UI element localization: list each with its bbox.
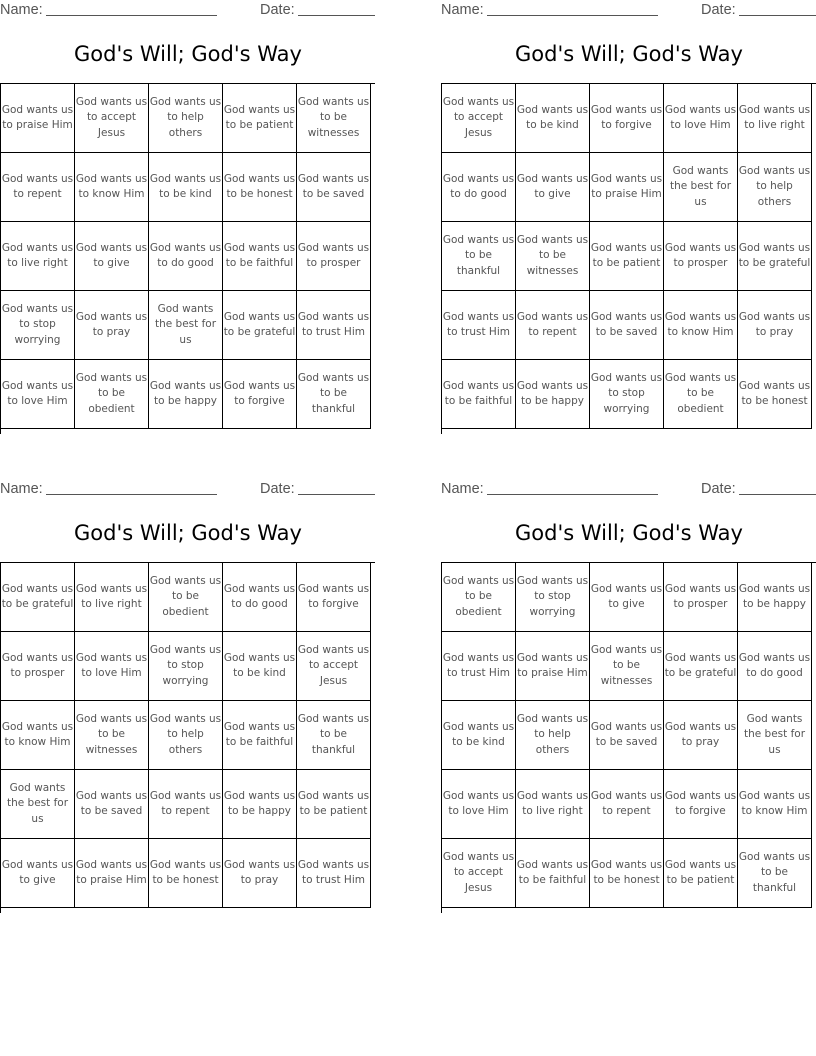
bingo-cell[interactable] [442, 839, 516, 908]
bingo-cell-text: God wants us to be happy [149, 379, 222, 407]
bingo-cell[interactable] [516, 360, 590, 429]
name-label: Name: [0, 481, 43, 497]
bingo-cell-text: God wants us to live right [1, 241, 74, 269]
bingo-cell-text: God wants us to be saved [297, 172, 370, 200]
bingo-cell[interactable] [738, 701, 812, 770]
bingo-cell[interactable] [516, 291, 590, 360]
bingo-cell[interactable] [1, 770, 75, 839]
bingo-cell-text: God wants us to praise Him [516, 651, 589, 679]
name-date-row [441, 481, 816, 499]
bingo-cell[interactable] [297, 839, 371, 908]
bingo-cell-text: God wants us to accept Jesus [297, 643, 370, 687]
bingo-cell[interactable] [664, 360, 738, 429]
name-label: Name: [0, 2, 43, 18]
bingo-cell[interactable] [516, 839, 590, 908]
date-label: Date: [701, 481, 736, 497]
bingo-cell[interactable] [297, 701, 371, 770]
bingo-cell-text: God wants us to be happy [738, 582, 811, 610]
bingo-cell-text: God wants us to be honest [149, 858, 222, 886]
bingo-cell-text: God wants us to know Him [1, 720, 74, 748]
bingo-cell[interactable] [1, 701, 75, 770]
bingo-cell[interactable] [442, 701, 516, 770]
name-line [46, 15, 217, 16]
bingo-cell[interactable] [516, 153, 590, 222]
bingo-cell-text: God wants us to be honest [590, 858, 663, 886]
date-label: Date: [701, 2, 736, 18]
bingo-cell[interactable] [297, 291, 371, 360]
bingo-cell[interactable] [738, 632, 812, 701]
bingo-cell[interactable] [223, 360, 297, 429]
name-field[interactable] [0, 2, 217, 18]
bingo-cell[interactable] [149, 563, 223, 632]
bingo-cell[interactable] [1, 84, 75, 153]
bingo-cell-text: God wants us to forgive [590, 103, 663, 131]
bingo-cell-text: God wants us to be patient [664, 858, 737, 886]
bingo-cell[interactable] [149, 770, 223, 839]
bingo-cell[interactable] [664, 153, 738, 222]
bingo-cell-text: God wants us to be kind [149, 172, 222, 200]
bingo-cell[interactable] [297, 222, 371, 291]
bingo-cell[interactable] [297, 153, 371, 222]
bingo-cell-text: God wants us to accept Jesus [442, 95, 515, 139]
bingo-cell-text: God wants us to accept Jesus [75, 95, 148, 139]
bingo-cell-text: God wants us to be saved [75, 789, 148, 817]
bingo-cell-text: God wants us to give [1, 858, 74, 886]
name-date-row [441, 2, 816, 20]
date-line [298, 15, 375, 16]
bingo-cell[interactable] [664, 563, 738, 632]
bingo-cell[interactable] [223, 701, 297, 770]
date-line [739, 494, 816, 495]
bingo-cell[interactable] [442, 360, 516, 429]
bingo-cell[interactable] [516, 632, 590, 701]
bingo-cell-text: God wants us to be obedient [149, 574, 222, 618]
bingo-grid [441, 562, 816, 913]
bingo-cell[interactable] [664, 632, 738, 701]
bingo-cell-text: God wants us to love Him [75, 651, 148, 679]
date-field[interactable] [260, 2, 375, 18]
bingo-cell-text: God wants us to be witnesses [516, 233, 589, 277]
bingo-cell-text: God wants us to give [590, 582, 663, 610]
bingo-cell[interactable] [1, 563, 75, 632]
bingo-cell[interactable] [664, 222, 738, 291]
bingo-cell[interactable] [149, 839, 223, 908]
bingo-cell[interactable] [590, 222, 664, 291]
bingo-cell-text: God wants us to stop worrying [149, 643, 222, 687]
bingo-cell[interactable] [590, 563, 664, 632]
bingo-cell[interactable] [664, 701, 738, 770]
bingo-cell-text: God wants us to pray [223, 858, 296, 886]
bingo-cell[interactable] [75, 222, 149, 291]
bingo-cell-text: God wants us to know Him [738, 789, 811, 817]
card-title: God's Will; God's Way [74, 42, 302, 66]
bingo-cell[interactable] [664, 770, 738, 839]
bingo-cell-text: God wants us to be grateful [223, 310, 296, 338]
bingo-cell-text: God wants us to accept Jesus [442, 850, 515, 894]
bingo-cell-text: God wants us to be faithful [516, 858, 589, 886]
bingo-cell-text: God wants us to repent [516, 310, 589, 338]
bingo-cell[interactable] [590, 701, 664, 770]
bingo-cell[interactable] [75, 770, 149, 839]
bingo-cell-text: God wants us to be thankful [442, 233, 515, 277]
bingo-cell[interactable] [590, 291, 664, 360]
bingo-cell[interactable] [75, 84, 149, 153]
bingo-cell-text: God wants us to be patient [223, 103, 296, 131]
bingo-cell[interactable] [664, 839, 738, 908]
bingo-cell[interactable] [75, 153, 149, 222]
bingo-cell-text: God wants us to live right [75, 582, 148, 610]
date-field[interactable] [701, 2, 816, 18]
bingo-cell[interactable] [516, 563, 590, 632]
bingo-cell-text: God wants us to trust Him [297, 310, 370, 338]
bingo-cell[interactable] [664, 84, 738, 153]
name-field[interactable] [441, 481, 658, 497]
bingo-cell[interactable] [149, 360, 223, 429]
name-line [46, 494, 217, 495]
bingo-cell-text: God wants us to forgive [664, 789, 737, 817]
bingo-cell[interactable] [738, 360, 812, 429]
bingo-cell-text: God wants us to be happy [516, 379, 589, 407]
bingo-cell-text: God wants us to repent [1, 172, 74, 200]
bingo-cell-text: God wants us to trust Him [297, 858, 370, 886]
bingo-cell[interactable] [516, 770, 590, 839]
bingo-cell-text: God wants us to praise Him [590, 172, 663, 200]
bingo-cell[interactable] [297, 84, 371, 153]
bingo-cell[interactable] [297, 360, 371, 429]
bingo-cell-text: God wants us to prosper [664, 582, 737, 610]
bingo-cell-text: God wants us to be honest [738, 379, 811, 407]
name-field[interactable] [441, 2, 658, 18]
bingo-cell-text: God wants us to prosper [664, 241, 737, 269]
name-label: Name: [441, 481, 484, 497]
bingo-cell[interactable] [1, 839, 75, 908]
bingo-cell[interactable] [297, 632, 371, 701]
bingo-cell-text: God wants us to be witnesses [297, 95, 370, 139]
bingo-cell-text: God wants us to be thankful [738, 850, 811, 894]
name-date-row [0, 2, 376, 20]
bingo-cell-text: God wants us to give [75, 241, 148, 269]
date-field[interactable] [701, 481, 816, 497]
bingo-cell-text: God wants us to be faithful [442, 379, 515, 407]
bingo-cell[interactable] [442, 632, 516, 701]
bingo-cell-text: God wants us to pray [664, 720, 737, 748]
bingo-cell-text: God wants us to love Him [1, 379, 74, 407]
bingo-cell-text: God wants us to be kind [442, 720, 515, 748]
bingo-cell-text: God wants us to do good [149, 241, 222, 269]
bingo-cell-text: God wants the best for us [6, 781, 69, 825]
bingo-cell-text: God wants us to be thankful [297, 371, 370, 415]
bingo-cell[interactable] [590, 632, 664, 701]
bingo-cell[interactable] [590, 153, 664, 222]
bingo-cell-text: God wants us to live right [516, 789, 589, 817]
bingo-cell-text: God wants us to forgive [297, 582, 370, 610]
bingo-cell-text: God wants us to be kind [516, 103, 589, 131]
date-label: Date: [260, 481, 295, 497]
bingo-cell[interactable] [149, 84, 223, 153]
bingo-cell[interactable] [442, 153, 516, 222]
bingo-cell[interactable] [590, 84, 664, 153]
bingo-cell[interactable] [738, 153, 812, 222]
bingo-cell-text: God wants us to give [516, 172, 589, 200]
bingo-cell[interactable] [223, 291, 297, 360]
bingo-cell[interactable] [1, 291, 75, 360]
bingo-cell-text: God wants us to pray [75, 310, 148, 338]
bingo-cell[interactable] [738, 563, 812, 632]
bingo-cell-text: God wants us to be grateful [1, 582, 74, 610]
bingo-cell-text: God wants us to trust Him [442, 651, 515, 679]
bingo-cell-text: God wants us to be faithful [223, 241, 296, 269]
date-line [298, 494, 375, 495]
bingo-grid [441, 83, 816, 434]
bingo-cell[interactable] [223, 839, 297, 908]
bingo-cell[interactable] [516, 222, 590, 291]
bingo-cell-text: God wants us to praise Him [75, 858, 148, 886]
bingo-cell[interactable] [590, 770, 664, 839]
bingo-cell-text: God wants us to be saved [590, 310, 663, 338]
bingo-cell[interactable] [442, 222, 516, 291]
card-title: God's Will; God's Way [515, 42, 743, 66]
bingo-cell-text: God wants us to be obedient [664, 371, 737, 415]
bingo-cell[interactable] [75, 360, 149, 429]
bingo-cell[interactable] [75, 632, 149, 701]
bingo-cell[interactable] [1, 360, 75, 429]
bingo-cell[interactable] [75, 839, 149, 908]
bingo-cell-text: God wants us to be happy [223, 789, 296, 817]
bingo-cell[interactable] [149, 153, 223, 222]
bingo-cell[interactable] [442, 770, 516, 839]
bingo-cell-text: God wants us to trust Him [442, 310, 515, 338]
name-field[interactable] [0, 481, 217, 497]
date-line [739, 15, 816, 16]
bingo-cell-text: God wants us to do good [223, 582, 296, 610]
bingo-cell-text: God wants us to be obedient [75, 371, 148, 415]
bingo-cell[interactable] [149, 291, 223, 360]
bingo-cell[interactable] [75, 291, 149, 360]
bingo-cell-text: God wants us to help others [149, 712, 222, 756]
name-line [487, 15, 658, 16]
bingo-grid [0, 562, 375, 913]
bingo-cell-text: God wants us to help others [738, 164, 811, 208]
bingo-cell[interactable] [223, 153, 297, 222]
bingo-cell[interactable] [590, 839, 664, 908]
bingo-cell[interactable] [442, 84, 516, 153]
bingo-cell[interactable] [75, 563, 149, 632]
bingo-cell-text: God wants us to be kind [223, 651, 296, 679]
bingo-cell[interactable] [297, 770, 371, 839]
bingo-cell-text: God wants us to repent [149, 789, 222, 817]
bingo-cell-text: God wants us to be faithful [223, 720, 296, 748]
name-date-row [0, 481, 376, 499]
bingo-cell-text: God wants us to stop worrying [590, 371, 663, 415]
bingo-cell-text: God wants us to be saved [590, 720, 663, 748]
bingo-cell[interactable] [442, 563, 516, 632]
bingo-cell-text: God wants us to help others [149, 95, 222, 139]
bingo-cell-text: God wants us to pray [738, 310, 811, 338]
bingo-cell-text: God wants us to be patient [297, 789, 370, 817]
bingo-cell-text: God wants us to stop worrying [1, 302, 74, 346]
bingo-cell-text: God wants us to love Him [664, 103, 737, 131]
bingo-cell[interactable] [442, 291, 516, 360]
date-field[interactable] [260, 481, 375, 497]
bingo-cell[interactable] [223, 84, 297, 153]
bingo-cell[interactable] [149, 632, 223, 701]
bingo-cell[interactable] [75, 701, 149, 770]
date-label: Date: [260, 2, 295, 18]
bingo-cell-text: God wants us to be patient [590, 241, 663, 269]
bingo-cell-text: God wants us to be witnesses [590, 643, 663, 687]
bingo-cell[interactable] [738, 839, 812, 908]
bingo-cell-text: God wants us to be grateful [738, 241, 811, 269]
bingo-cell-text: God wants us to be grateful [664, 651, 737, 679]
bingo-cell[interactable] [223, 563, 297, 632]
bingo-cell-text: God wants us to repent [590, 789, 663, 817]
bingo-cell[interactable] [1, 222, 75, 291]
bingo-grid [0, 83, 375, 434]
bingo-cell-text: God wants us to know Him [664, 310, 737, 338]
bingo-cell[interactable] [738, 770, 812, 839]
bingo-cell[interactable] [149, 222, 223, 291]
bingo-cell-text: God wants the best for us [669, 164, 732, 208]
bingo-cell-text: God wants the best for us [743, 712, 806, 756]
name-label: Name: [441, 2, 484, 18]
bingo-cell-text: God wants us to know Him [75, 172, 148, 200]
bingo-cell[interactable] [516, 84, 590, 153]
bingo-cell-text: God wants us to love Him [442, 789, 515, 817]
bingo-cell[interactable] [664, 291, 738, 360]
bingo-cell-text: God wants us to forgive [223, 379, 296, 407]
bingo-cell-text: God wants us to live right [738, 103, 811, 131]
bingo-cell[interactable] [149, 701, 223, 770]
bingo-cell-text: God wants us to prosper [297, 241, 370, 269]
bingo-cell-text: God wants us to be thankful [297, 712, 370, 756]
bingo-cell[interactable] [590, 360, 664, 429]
card-title: God's Will; God's Way [74, 521, 302, 545]
bingo-cell[interactable] [297, 563, 371, 632]
bingo-cell-text: God wants the best for us [154, 302, 217, 346]
card-title: God's Will; God's Way [515, 521, 743, 545]
bingo-cell[interactable] [738, 84, 812, 153]
name-line [487, 494, 658, 495]
bingo-cell[interactable] [516, 701, 590, 770]
bingo-cell-text: God wants us to help others [516, 712, 589, 756]
bingo-cell-text: God wants us to be witnesses [75, 712, 148, 756]
bingo-cell-text: God wants us to do good [442, 172, 515, 200]
bingo-cell-text: God wants us to be honest [223, 172, 296, 200]
bingo-cell-text: God wants us to praise Him [1, 103, 74, 131]
bingo-cell[interactable] [223, 222, 297, 291]
bingo-cell-text: God wants us to prosper [1, 651, 74, 679]
bingo-cell[interactable] [1, 632, 75, 701]
bingo-cell-text: God wants us to stop worrying [516, 574, 589, 618]
bingo-cell[interactable] [223, 632, 297, 701]
bingo-cell[interactable] [738, 222, 812, 291]
bingo-cell[interactable] [738, 291, 812, 360]
bingo-cell-text: God wants us to do good [738, 651, 811, 679]
bingo-cell[interactable] [223, 770, 297, 839]
bingo-cell-text: God wants us to be obedient [442, 574, 515, 618]
bingo-cell[interactable] [1, 153, 75, 222]
